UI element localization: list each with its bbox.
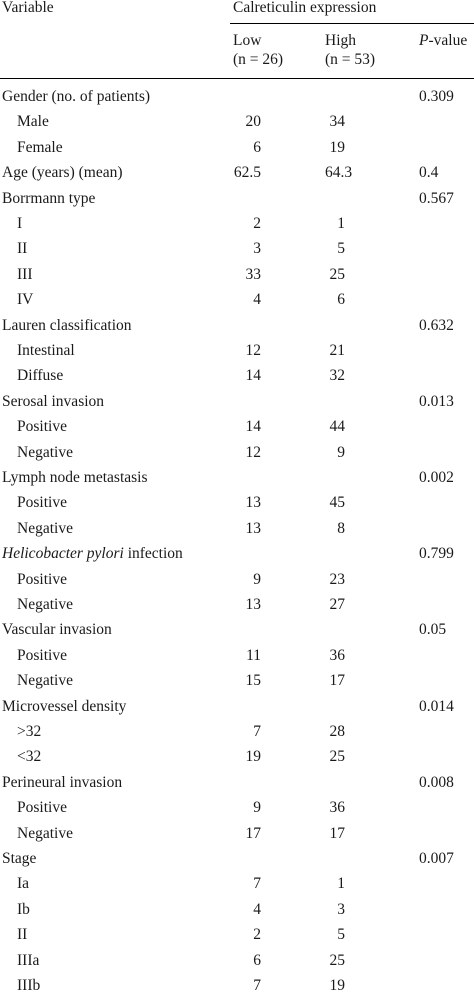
table-row [0,846,474,871]
cell-low: 14 [245,418,261,436]
cell-high: 23 [329,570,345,588]
cell-variable: Microvessel density [2,697,127,715]
cell-variable: Negative [17,519,73,537]
cell-p-value: 0.05 [419,621,447,639]
cell-p-value: 0.309 [419,88,454,105]
table-row [0,592,474,617]
cell-high: 1 [337,215,345,232]
cell-low: 12 [245,443,261,461]
header-variable: Variable [2,0,54,16]
cell-high: 34 [329,113,345,131]
cell-variable: >32 [17,723,42,740]
cell-variable: II [17,240,28,258]
cell-variable: Positive [17,799,67,817]
cell-high: 8 [337,519,345,537]
cell-variable: Lauren classification [2,316,132,334]
cell-low: 13 [245,519,261,537]
table-row [0,821,474,846]
cell-high: 44 [329,418,345,436]
header-rule [0,78,474,79]
table-row [0,363,474,388]
table-row [0,897,474,922]
cell-high: 17 [329,824,345,842]
cell-low: 13 [245,494,261,512]
cell-variable: Intestinal [17,342,75,359]
table-row [0,338,474,363]
cell-low: 14 [245,367,261,385]
cell-low: 9 [253,799,261,817]
table-row [0,744,474,769]
table-row [0,262,474,287]
table-row [0,211,474,236]
table-row [0,617,474,642]
cell-high: 6 [337,291,345,309]
cell-variable [2,541,183,566]
cell-variable: <32 [17,748,42,766]
cell-p-value: 0.4 [419,164,439,182]
cell-variable: Diffuse [17,367,64,385]
table-row [0,516,474,541]
header-p-value [419,31,467,51]
table-row [0,465,474,490]
cell-p-value: 0.013 [419,392,454,410]
cell-variable: Female [17,138,63,156]
cell-high: 17 [329,672,345,690]
cell-high: 27 [329,596,345,613]
cell-variable: Negative [17,443,73,461]
cell-variable: Negative [17,672,73,690]
cell-low: 4 [253,900,261,918]
header-low-n: (n = 26) [233,51,284,68]
cell-variable: III [17,265,33,283]
table-row [0,719,474,744]
cell-variable: IIIa [17,951,40,969]
cell-variable: IIIb [17,977,41,994]
table-row [0,160,474,185]
cell-high: 45 [329,494,345,512]
header-low: Low [233,32,262,49]
header-high: High [325,32,356,49]
table-row [0,770,474,795]
cell-low: 15 [245,672,261,690]
cell-p-value: 0.008 [419,773,454,791]
cell-p-value: 0.007 [419,850,454,867]
cell-variable: Positive [17,646,67,664]
cell-high: 32 [329,367,345,385]
table-row [0,313,474,338]
cell-variable: Borrmann type [2,189,96,207]
cell-variable: II [17,926,28,944]
cell-low: 13 [245,596,261,613]
cell-variable: Negative [17,596,73,613]
header-group: Calreticulin expression [233,0,377,16]
table-row [0,135,474,160]
table-row [0,948,474,973]
header-p-italic: P [419,32,429,49]
table-row [0,186,474,211]
cell-variable: Male [17,113,49,131]
cell-high: 64.3 [325,164,353,182]
cell-variable: Ib [17,900,30,918]
table-row [0,389,474,414]
cell-high: 3 [337,900,345,918]
header-high-n: (n = 53) [325,51,376,68]
table-row [0,236,474,261]
cell-high: 19 [329,977,345,994]
cell-low: 20 [245,113,261,131]
cell-p-value: 0.014 [419,697,454,715]
cell-low: 7 [253,723,261,740]
cell-low: 2 [253,215,261,232]
cell-variable: Positive [17,418,67,436]
table-row [0,84,474,109]
table-row [0,668,474,693]
table-row [0,490,474,515]
cell-low: 19 [245,748,261,766]
cell-high: 5 [337,240,345,258]
cell-low: 17 [245,824,261,842]
table-row [0,109,474,134]
cell-variable: Vascular invasion [2,621,112,639]
cell-variable: IV [17,291,34,309]
cell-variable: Perineural invasion [2,773,123,791]
cell-p-value: 0.002 [419,469,454,486]
table-row [0,795,474,820]
cell-high: 25 [329,748,345,766]
cell-high: 36 [329,799,345,817]
cell-variable-italic: Helicobacter pylori [2,545,124,563]
cell-p-value: 0.567 [419,189,454,207]
cell-low: 2 [253,926,261,944]
group-rule [230,23,474,24]
cell-variable: Stage [2,850,37,867]
cell-variable-rest: infection [123,545,183,563]
cell-high: 5 [337,926,345,944]
cell-low: 33 [245,265,261,283]
cell-low: 7 [253,875,261,893]
table-row [0,643,474,668]
cell-variable: Positive [17,494,67,512]
cell-low: 12 [245,342,261,359]
cell-p-value: 0.799 [419,545,454,563]
cell-high: 25 [329,265,345,283]
table-row [0,567,474,592]
cell-low: 62.5 [233,164,261,182]
cell-variable: Ia [17,875,30,893]
table-row [0,440,474,465]
table-row [0,973,474,998]
cell-low: 7 [253,977,261,994]
cell-high: 36 [329,646,345,664]
cell-variable: Gender (no. of patients) [2,88,151,105]
cell-low: 3 [253,240,261,258]
cell-low: 6 [253,138,261,156]
cell-high: 28 [329,723,345,740]
cell-variable: Serosal invasion [2,392,105,410]
cell-variable: Positive [17,570,67,588]
table-row [0,287,474,312]
table-row [0,694,474,719]
cell-variable: Age (years) (mean) [2,164,123,182]
cell-high: 21 [329,342,345,359]
table-row [0,871,474,896]
cell-variable: I [17,215,23,232]
cell-low: 4 [253,291,261,309]
cell-high: 1 [337,875,345,893]
cell-low: 11 [246,646,261,664]
table-row [0,922,474,947]
table-row [0,414,474,439]
cell-high: 25 [329,951,345,969]
table-row [0,541,474,566]
cell-variable: Lymph node metastasis [2,469,148,486]
cell-low: 6 [253,951,261,969]
cell-p-value: 0.632 [419,316,454,334]
cell-high: 9 [337,443,345,461]
cell-low: 9 [253,570,261,588]
cell-variable: Negative [17,824,73,842]
header-p-rest: -value [428,32,468,49]
cell-high: 19 [329,138,345,156]
